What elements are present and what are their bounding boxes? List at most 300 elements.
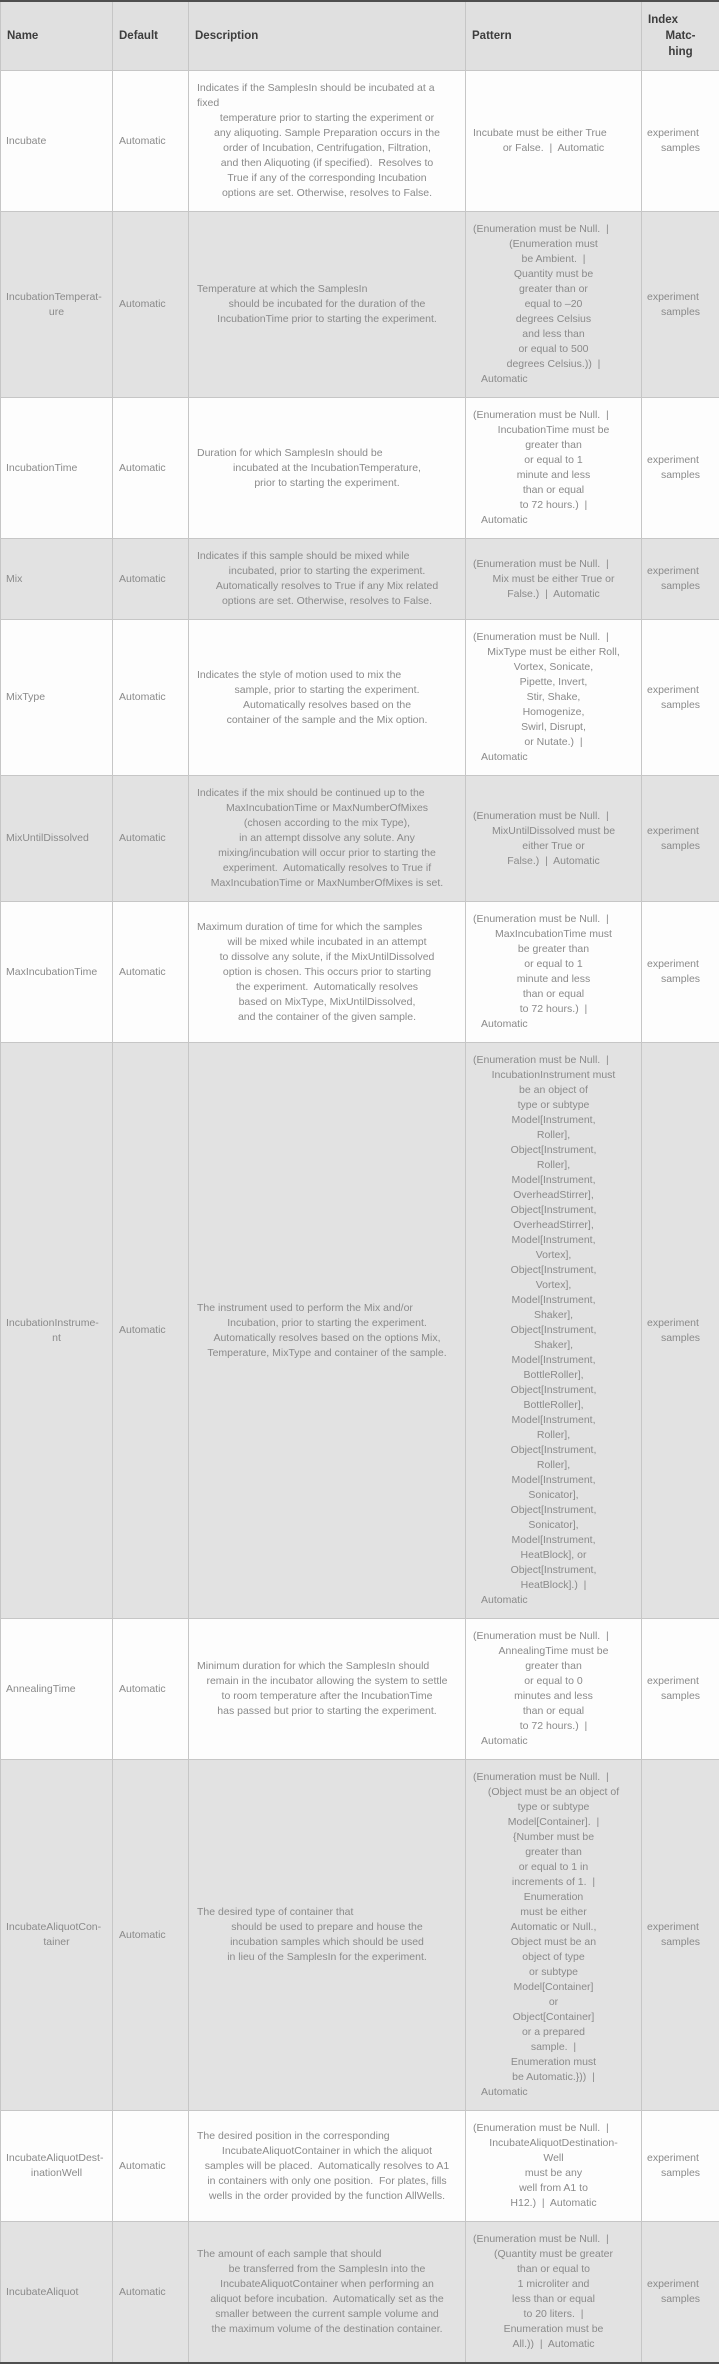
- pattern-text-line: greater than: [525, 1660, 582, 1672]
- pattern-text-line: well from A1 to: [519, 2182, 588, 2194]
- description-text-line: should be incubated for the duration of the: [228, 298, 426, 310]
- description-text-line: incubated, prior to starting the experiment.: [228, 565, 426, 577]
- cell-default-value: Automatic: [113, 398, 189, 539]
- description-text-line: container of the sample and the Mix option.: [226, 713, 428, 726]
- cell-description: [189, 1043, 466, 1619]
- description-text-line: remain in the incubator allowing the system to settle: [206, 1675, 448, 1687]
- pattern-text-line: Object[Instrument,: [510, 1204, 597, 1216]
- table-row: [1, 620, 719, 776]
- index-text-line: experiment: [647, 290, 699, 303]
- pattern-text-line: be greater than: [517, 943, 590, 955]
- name-text-line: IncubationTime: [6, 461, 78, 474]
- index-text-line: experiment: [647, 565, 699, 577]
- table-row: [1, 1760, 719, 2111]
- column-header-index: [642, 1, 719, 71]
- name-text-line: Mix: [6, 572, 23, 585]
- pattern-text-line: Automatic: [481, 2086, 528, 2098]
- cell-description: [189, 2111, 466, 2222]
- description-text-line: Incubation, prior to starting the experiment.: [227, 1316, 427, 1329]
- pattern-text-line: Model[Instrument,: [511, 1114, 596, 1126]
- cell-option-name: [1, 539, 113, 620]
- pattern-text-line: (Enumeration must: [509, 238, 598, 250]
- header-text-line: Index: [648, 14, 679, 26]
- pattern-text-line: or Nutate.) |: [524, 736, 583, 748]
- pattern-text-line: sample. |: [530, 2041, 577, 2053]
- index-text-line: samples: [660, 698, 701, 711]
- pattern-text-line: {Number must be: [512, 1831, 595, 1843]
- pattern-text-line: (Enumeration must be Null. |: [473, 409, 609, 421]
- index-text-line: experiment: [647, 824, 699, 837]
- pattern-text-line: Sonicator],: [528, 1489, 579, 1501]
- pattern-text-line: Automatic: [481, 751, 528, 763]
- pattern-text-line: must be any: [524, 2167, 583, 2179]
- pattern-text-line: Model[Instrument,: [511, 1354, 596, 1366]
- pattern-text-line: degrees Celsius.)) |: [506, 358, 601, 370]
- pattern-text-line: Incubate must be either True: [473, 127, 607, 139]
- cell-option-name: [1, 2222, 113, 2364]
- column-header-description: [189, 1, 466, 71]
- pattern-text-line: Quantity must be: [513, 268, 594, 280]
- pattern-text-line: Automatic: [481, 1018, 528, 1030]
- header-text-line: Default: [119, 30, 158, 42]
- pattern-text-line: Roller],: [536, 1429, 571, 1441]
- description-text-line: (chosen according to the mix Type),: [243, 817, 411, 829]
- description-text-line: any aliquoting. Sample Preparation occurs in the: [214, 127, 440, 139]
- pattern-text-line: be an object of: [519, 1084, 588, 1096]
- pattern-text-line: BottleRoller],: [523, 1369, 584, 1381]
- name-text-line: MixType: [6, 691, 46, 703]
- cell-index-matching: [642, 1760, 719, 2111]
- header-text-line: Pattern: [472, 30, 512, 42]
- pattern-text-line: Automatic: [481, 373, 528, 385]
- cell-description: [189, 398, 466, 539]
- pattern-text-line: Roller],: [536, 1459, 571, 1471]
- description-text-line: IncubateAliquotContainer when performing an: [220, 2278, 434, 2290]
- header-text-line: Matc-: [665, 30, 696, 42]
- name-text-line: AnnealingTime: [6, 1682, 76, 1695]
- description-text-line: has passed but prior to starting the experiment.: [217, 1705, 437, 1717]
- cell-index-matching: [642, 71, 719, 212]
- pattern-text-line: IncubationTime must be: [497, 424, 610, 436]
- cell-pattern: [466, 776, 642, 902]
- pattern-text-line: be Ambient. |: [521, 253, 586, 265]
- cell-pattern: [466, 1043, 642, 1619]
- pattern-text-line: Model[Instrument,: [511, 1534, 596, 1546]
- pattern-text-line: Well: [543, 2152, 564, 2164]
- cell-default-value: Automatic: [113, 71, 189, 212]
- pattern-text-line: H12.) | Automatic: [510, 2197, 597, 2209]
- description-text-line: incubated at the IncubationTemperature,: [233, 461, 421, 474]
- pattern-text-line: either True or: [522, 839, 585, 852]
- pattern-text-line: Automatic: [481, 1735, 528, 1747]
- index-text-line: samples: [660, 2167, 701, 2179]
- pattern-text-line: Model[Instrument,: [511, 1294, 596, 1306]
- pattern-text-line: (Enumeration must be Null. |: [473, 1054, 609, 1066]
- description-text-line: will be mixed while incubated in an attempt: [227, 935, 427, 948]
- pattern-text-line: greater than: [525, 439, 582, 451]
- cell-description: [189, 620, 466, 776]
- description-text-line: IncubationTime prior to starting the experiment.: [217, 313, 437, 325]
- pattern-text-line: Model[Instrument,: [511, 1234, 596, 1246]
- cell-pattern: [466, 1619, 642, 1760]
- description-text-line: based on MixType, MixUntilDissolved,: [238, 995, 416, 1008]
- description-text-line: and the container of the given sample.: [237, 1010, 417, 1023]
- cell-option-name: [1, 1619, 113, 1760]
- table-row: [1, 902, 719, 1043]
- pattern-text-line: Model[Instrument,: [511, 1474, 596, 1486]
- cell-pattern: [466, 2222, 642, 2364]
- pattern-text-line: greater than or: [519, 283, 588, 295]
- pattern-text-line: (Quantity must be greater: [493, 2248, 614, 2260]
- pattern-text-line: Vortex],: [535, 1249, 572, 1261]
- cell-default-value: Automatic: [113, 212, 189, 398]
- description-text-line: in containers with only one position. For plates, fills: [207, 2174, 447, 2187]
- description-text-line: temperature prior to starting the experiment or: [219, 112, 435, 124]
- pattern-text-line: or equal to 500: [518, 343, 589, 355]
- description-text-line: the experiment. Automatically resolves: [235, 980, 419, 993]
- pattern-text-line: Object[Instrument,: [510, 1384, 597, 1396]
- description-text-line: Automatically resolves to True if any Mix related: [215, 580, 439, 592]
- cell-option-name: [1, 902, 113, 1043]
- cell-option-name: [1, 1760, 113, 2111]
- cell-description: [189, 71, 466, 212]
- cell-pattern: [466, 398, 642, 539]
- pattern-text-line: than or equal: [522, 988, 585, 1000]
- description-text-line: The instrument used to perform the Mix and/or: [197, 1301, 413, 1314]
- description-text-line: True if any of the corresponding Incubation: [227, 172, 427, 184]
- table-body: [1, 71, 719, 2364]
- cell-pattern: [466, 620, 642, 776]
- cell-default-value: Automatic: [113, 1760, 189, 2111]
- pattern-text-line: Object[Container]: [512, 2011, 595, 2023]
- description-text-line: wells in the order provided by the function AllWells.: [208, 2189, 446, 2202]
- description-text-line: smaller between the current sample volume and: [215, 2308, 439, 2320]
- table-row: [1, 2111, 719, 2222]
- table-row: [1, 398, 719, 539]
- name-text-line: IncubateAliquotDest-: [6, 2152, 104, 2164]
- cell-description: [189, 1760, 466, 2111]
- description-text-line: prior to starting the experiment.: [254, 476, 400, 489]
- description-text-line: The desired position in the corresponding: [197, 2129, 390, 2142]
- index-text-line: samples: [660, 1690, 701, 1702]
- cell-index-matching: [642, 212, 719, 398]
- pattern-text-line: Homogenize,: [522, 706, 585, 718]
- pattern-text-line: (Enumeration must be Null. |: [473, 1630, 609, 1642]
- cell-index-matching: [642, 1043, 719, 1619]
- description-text-line: be transferred from the SamplesIn into the: [228, 2263, 426, 2275]
- pattern-text-line: MixUntilDissolved must be: [491, 824, 616, 837]
- description-text-line: the maximum volume of the destination container.: [211, 2323, 443, 2335]
- table-row: [1, 2222, 719, 2364]
- pattern-text-line: or subtype: [528, 1966, 579, 1978]
- pattern-text-line: or False. | Automatic: [502, 142, 605, 154]
- index-text-line: samples: [660, 973, 701, 985]
- name-text-line: IncubateAliquot: [6, 2285, 79, 2298]
- description-text-line: Indicates if the SamplesIn should be incubated at a fixed: [197, 82, 438, 109]
- pattern-text-line: Vortex],: [535, 1279, 572, 1291]
- pattern-text-line: be Automatic.})) |: [512, 2071, 595, 2083]
- description-text-line: to room temperature after the IncubationTime: [221, 1690, 433, 1702]
- pattern-text-line: Model[Container]. |: [507, 1816, 600, 1828]
- pattern-text-line: Model[Instrument,: [511, 1414, 596, 1426]
- description-text-line: order of Incubation, Centrifugation, Filtration,: [223, 142, 431, 154]
- description-text-line: Minimum duration for which the SamplesIn should: [197, 1660, 430, 1672]
- cell-pattern: [466, 212, 642, 398]
- description-text-line: Indicates if this sample should be mixed while: [197, 550, 410, 562]
- cell-description: [189, 1619, 466, 1760]
- pattern-text-line: increments of 1. |: [511, 1876, 596, 1888]
- pattern-text-line: Object[Instrument,: [510, 1144, 597, 1156]
- name-text-line: IncubationTemperat-: [6, 290, 102, 303]
- description-text-line: Automatically resolves based on the: [242, 698, 412, 711]
- pattern-text-line: Enumeration must be: [503, 2323, 604, 2335]
- pattern-text-line: or equal to 1: [524, 958, 583, 970]
- pattern-text-line: Model[Container]: [513, 1981, 594, 1993]
- pattern-text-line: Object[Instrument,: [510, 1444, 597, 1456]
- cell-pattern: [466, 902, 642, 1043]
- pattern-text-line: or a prepared: [521, 2026, 586, 2038]
- name-text-line: MixUntilDissolved: [6, 832, 89, 844]
- description-text-line: aliquot before incubation. Automatically set as the: [210, 2293, 444, 2305]
- pattern-text-line: Enumeration: [523, 1891, 584, 1903]
- pattern-text-line: (Enumeration must be Null. |: [473, 1771, 609, 1783]
- cell-index-matching: [642, 620, 719, 776]
- pattern-text-line: minute and less: [516, 973, 591, 985]
- index-text-line: experiment: [647, 1316, 699, 1329]
- description-text-line: options are set. Otherwise, resolves to False.: [221, 187, 433, 199]
- pattern-text-line: Automatic: [481, 1594, 528, 1606]
- description-text-line: Temperature, MixType and container of the sample.: [207, 1346, 447, 1359]
- header-text-line: Description: [195, 30, 259, 42]
- description-text-line: The amount of each sample that should: [197, 2248, 382, 2260]
- pattern-text-line: IncubateAliquotDestination-: [489, 2137, 618, 2149]
- description-text-line: sample, prior to starting the experiment.: [234, 683, 420, 696]
- description-text-line: The desired type of container that: [197, 1906, 354, 1918]
- name-text-line: MaxIncubationTime: [6, 965, 98, 978]
- table-row: [1, 212, 719, 398]
- pattern-text-line: Sonicator],: [528, 1519, 579, 1531]
- pattern-text-line: Object[Instrument,: [510, 1564, 597, 1576]
- pattern-text-line: minutes and less: [514, 1690, 593, 1702]
- description-text-line: options are set. Otherwise, resolves to False.: [221, 595, 433, 607]
- description-text-line: incubation samples which should be used: [230, 1936, 424, 1948]
- pattern-text-line: AnnealingTime must be: [498, 1645, 609, 1657]
- pattern-text-line: (Enumeration must be Null. |: [473, 809, 609, 822]
- cell-option-name: [1, 71, 113, 212]
- pattern-text-line: object of type: [522, 1951, 585, 1963]
- pattern-text-line: than or equal: [522, 484, 585, 496]
- cell-option-name: [1, 212, 113, 398]
- description-text-line: Temperature at which the SamplesIn: [197, 283, 368, 295]
- pattern-text-line: must be either: [520, 1906, 587, 1918]
- cell-option-name: [1, 1043, 113, 1619]
- index-text-line: experiment: [647, 1921, 699, 1933]
- cell-index-matching: [642, 2222, 719, 2364]
- index-text-line: experiment: [647, 2278, 699, 2290]
- pattern-text-line: (Enumeration must be Null. |: [473, 2122, 609, 2134]
- cell-default-value: Automatic: [113, 539, 189, 620]
- table-row: [1, 1619, 719, 1760]
- cell-description: [189, 2222, 466, 2364]
- pattern-text-line: False.) | Automatic: [507, 854, 600, 867]
- pattern-text-line: Automatic or Null.,: [510, 1921, 597, 1933]
- name-text-line: ure: [48, 305, 65, 318]
- index-text-line: samples: [660, 1331, 701, 1344]
- cell-index-matching: [642, 1619, 719, 1760]
- cell-default-value: Automatic: [113, 902, 189, 1043]
- header-text-line: Name: [7, 30, 39, 42]
- cell-default-value: Automatic: [113, 620, 189, 776]
- index-text-line: samples: [660, 142, 701, 154]
- cell-default-value: Automatic: [113, 1619, 189, 1760]
- pattern-text-line: minute and less: [516, 469, 591, 481]
- pattern-text-line: than or equal: [522, 1705, 585, 1717]
- pattern-text-line: degrees Celsius: [515, 313, 592, 325]
- pattern-text-line: Swirl, Disrupt,: [521, 721, 586, 733]
- name-text-line: IncubationInstrume-: [6, 1316, 99, 1329]
- pattern-text-line: Roller],: [536, 1159, 571, 1171]
- pattern-text-line: type or subtype: [517, 1099, 590, 1111]
- pattern-text-line: Shaker],: [533, 1339, 574, 1351]
- index-text-line: experiment: [647, 1675, 699, 1687]
- name-text-line: tainer: [43, 1936, 70, 1948]
- description-text-line: and then Aliquoting (if specified). Resolves to: [220, 157, 434, 169]
- index-text-line: samples: [660, 839, 701, 852]
- pattern-text-line: OverheadStirrer],: [513, 1219, 594, 1231]
- cell-description: [189, 539, 466, 620]
- cell-pattern: [466, 539, 642, 620]
- pattern-text-line: or equal to 1: [524, 454, 583, 466]
- pattern-text-line: Stir, Shake,: [526, 691, 581, 703]
- cell-description: [189, 212, 466, 398]
- index-text-line: samples: [660, 1936, 701, 1948]
- pattern-text-line: greater than: [525, 1846, 582, 1858]
- pattern-text-line: equal to –20: [524, 298, 583, 310]
- cell-description: [189, 902, 466, 1043]
- description-text-line: samples will be placed. Automatically resolves to A1: [204, 2159, 450, 2172]
- column-header-pattern: [466, 1, 642, 71]
- options-table-header: [1, 1, 719, 71]
- description-text-line: option is chosen. This occurs prior to starting: [222, 965, 432, 978]
- pattern-text-line: Pipette, Invert,: [519, 676, 588, 688]
- pattern-text-line: MixType must be either Roll,: [487, 646, 620, 658]
- pattern-text-line: (Enumeration must be Null. |: [473, 2233, 609, 2245]
- cell-pattern: [466, 71, 642, 212]
- name-text-line: Incubate: [6, 134, 47, 147]
- index-text-line: experiment: [647, 2152, 699, 2164]
- column-header-name: [1, 1, 113, 71]
- pattern-text-line: Vortex, Sonicate,: [513, 661, 594, 673]
- description-text-line: should be used to prepare and house the: [231, 1921, 423, 1933]
- index-text-line: samples: [660, 469, 701, 481]
- pattern-text-line: type or subtype: [517, 1801, 590, 1813]
- cell-option-name: [1, 776, 113, 902]
- cell-description: [189, 776, 466, 902]
- description-text-line: to dissolve any solute, if the MixUntilDissolved: [219, 950, 435, 963]
- pattern-text-line: Object must be an: [510, 1936, 597, 1948]
- pattern-text-line: MaxIncubationTime must: [495, 928, 612, 940]
- pattern-text-line: (Enumeration must be Null. |: [473, 631, 609, 643]
- description-text-line: IncubateAliquotContainer in which the aliquot: [221, 2144, 433, 2157]
- cell-index-matching: [642, 902, 719, 1043]
- cell-default-value: Automatic: [113, 776, 189, 902]
- pattern-text-line: IncubationInstrument must: [491, 1069, 616, 1081]
- pattern-text-line: Object[Instrument,: [510, 1264, 597, 1276]
- name-text-line: IncubateAliquotCon-: [6, 1921, 102, 1933]
- description-text-line: MaxIncubationTime or MaxNumberOfMixes: [225, 802, 429, 814]
- index-text-line: experiment: [647, 454, 699, 466]
- pattern-text-line: Object[Instrument,: [510, 1504, 597, 1516]
- cell-default-value: Automatic: [113, 2111, 189, 2222]
- index-text-line: experiment: [647, 683, 699, 696]
- description-text-line: Indicates if the mix should be continued up to the: [197, 787, 425, 799]
- table-row: [1, 776, 719, 902]
- pattern-text-line: less than or equal: [512, 2293, 595, 2305]
- pattern-text-line: than or equal to: [517, 2263, 590, 2275]
- description-text-line: MaxIncubationTime or MaxNumberOfMixes is set.: [210, 877, 444, 889]
- cell-default-value: Automatic: [113, 1043, 189, 1619]
- pattern-text-line: (Enumeration must be Null. |: [473, 557, 609, 570]
- pattern-text-line: All.)) | Automatic: [512, 2338, 595, 2350]
- name-text-line: inationWell: [30, 2167, 83, 2179]
- pattern-text-line: Roller],: [536, 1129, 571, 1141]
- pattern-text-line: False.) | Automatic: [507, 587, 600, 600]
- header-text-line: hing: [668, 46, 693, 58]
- index-text-line: samples: [660, 2293, 701, 2305]
- header-row: [1, 1, 719, 71]
- cell-option-name: [1, 398, 113, 539]
- description-text-line: Duration for which SamplesIn should be: [197, 446, 383, 459]
- cell-index-matching: [642, 776, 719, 902]
- index-text-line: samples: [660, 580, 701, 592]
- description-text-line: in an attempt dissolve any solute. Any: [239, 832, 415, 844]
- pattern-text-line: to 72 hours.) |: [519, 499, 588, 511]
- pattern-text-line: Object[Instrument,: [510, 1324, 597, 1336]
- name-text-line: nt: [52, 1331, 61, 1344]
- cell-pattern: [466, 1760, 642, 2111]
- description-text-line: in lieu of the SamplesIn for the experiment.: [227, 1951, 427, 1963]
- pattern-text-line: and less than: [522, 328, 585, 340]
- pattern-text-line: BottleRoller],: [523, 1399, 584, 1411]
- description-text-line: experiment. Automatically resolves to True if: [222, 862, 432, 874]
- pattern-text-line: or equal to 1 in: [518, 1861, 589, 1873]
- pattern-text-line: Model[Instrument,: [511, 1174, 596, 1186]
- pattern-text-line: HeatBlock], or: [520, 1549, 587, 1561]
- pattern-text-line: Mix must be either True or: [492, 572, 615, 585]
- pattern-text-line: to 72 hours.) |: [519, 1720, 588, 1732]
- pattern-text-line: Shaker],: [533, 1309, 574, 1321]
- pattern-text-line: to 72 hours.) |: [519, 1003, 588, 1015]
- cell-pattern: [466, 2111, 642, 2222]
- pattern-text-line: or equal to 0: [524, 1675, 583, 1687]
- pattern-text-line: OverheadStirrer],: [513, 1189, 594, 1201]
- column-header-default: [113, 1, 189, 71]
- pattern-text-line: to 20 liters. |: [523, 2308, 584, 2320]
- pattern-text-line: Enumeration must: [510, 2056, 597, 2068]
- pattern-text-line: Automatic: [481, 514, 528, 526]
- description-text-line: Automatically resolves based on the options Mix,: [213, 1331, 441, 1344]
- cell-index-matching: [642, 539, 719, 620]
- index-text-line: experiment: [647, 127, 699, 139]
- pattern-text-line: (Object must be an object of: [487, 1786, 620, 1798]
- pattern-text-line: or: [548, 1996, 559, 2008]
- cell-index-matching: [642, 2111, 719, 2222]
- table-row: [1, 71, 719, 212]
- table-row: [1, 539, 719, 620]
- description-text-line: mixing/incubation will occur prior to starting the: [218, 847, 436, 859]
- cell-option-name: [1, 2111, 113, 2222]
- cell-index-matching: [642, 398, 719, 539]
